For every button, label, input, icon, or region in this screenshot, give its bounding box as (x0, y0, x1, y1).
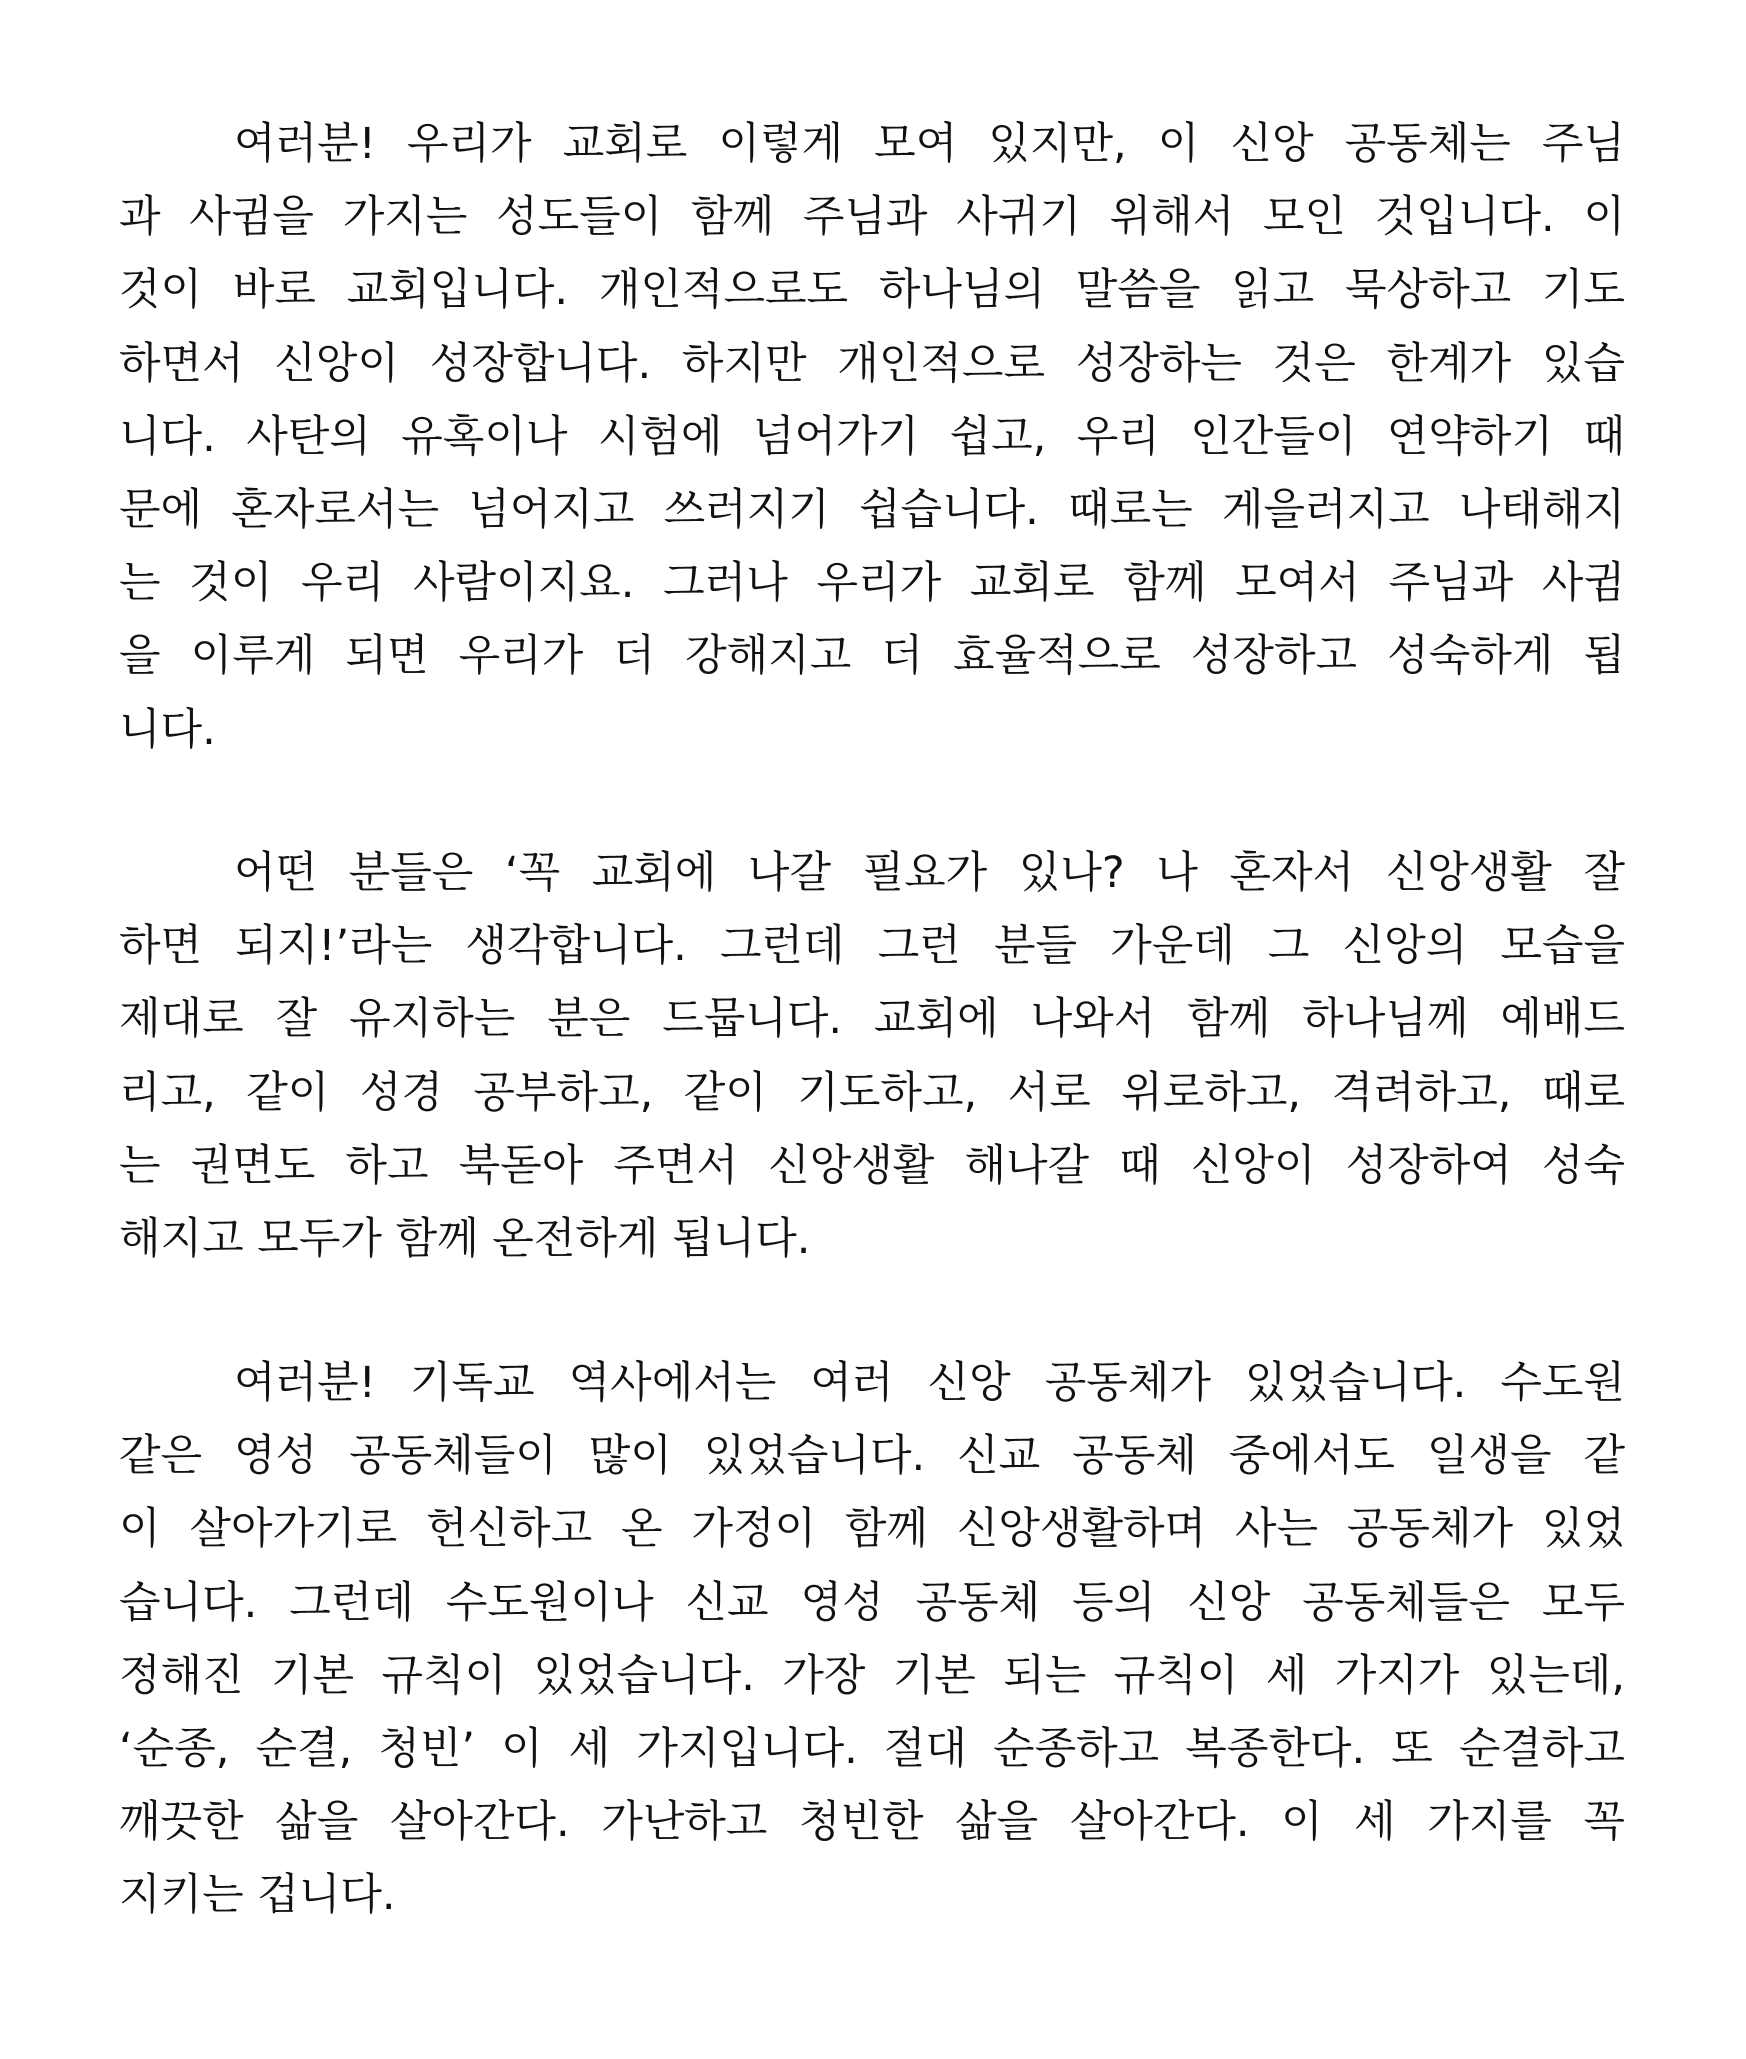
text-line: ‘순종, 순결, 청빈’ 이 세 가지입니다. 절대 순종하고 복종한다. 또 순결하고 (119, 1723, 1625, 1774)
text-line: 같은 영성 공동체들이 많이 있었습니다. 신교 공동체 중에서도 일생을 같 (119, 1431, 1625, 1482)
paragraph (119, 1347, 1625, 1933)
text-line: 정해진 기본 규칙이 있었습니다. 가장 기본 되는 규칙이 세 가지가 있는데, (119, 1650, 1625, 1701)
text-line: 는 것이 우리 사람이지요. 그러나 우리가 교회로 함께 모여서 주님과 사귐 (119, 558, 1625, 609)
text-line: 제대로 잘 유지하는 분은 드뭅니다. 교회에 나와서 함께 하나님께 예배드 (119, 994, 1625, 1045)
text-line: 깨끗한 삶을 살아간다. 가난하고 청빈한 삶을 살아간다. 이 세 가지를 꼭 (119, 1797, 1625, 1848)
text-line: 니다. 사탄의 유혹이나 시험에 넘어가기 쉽고, 우리 인간들이 연약하기 때 (119, 411, 1625, 462)
paragraph (119, 837, 1625, 1276)
paragraph (119, 108, 1625, 767)
text-line: 해지고 모두가 함께 온전하게 됩니다. (119, 1213, 811, 1264)
text-line: 어떤 분들은 ‘꼭 교회에 나갈 필요가 있나? 나 혼자서 신앙생활 잘 (234, 848, 1625, 898)
text-line: 니다. (119, 704, 216, 755)
text-line: 지키는 겁니다. (119, 1870, 396, 1921)
text-line: 습니다. 그런데 수도원이나 신교 영성 공동체 등의 신앙 공동체들은 모두 (119, 1577, 1625, 1628)
text-line: 여러분! 기독교 역사에서는 여러 신앙 공동체가 있었습니다. 수도원 (234, 1358, 1625, 1408)
text-line: 이 살아가기로 헌신하고 온 가정이 함께 신앙생활하며 사는 공동체가 있었 (119, 1504, 1625, 1555)
text-line: 을 이루게 되면 우리가 더 강해지고 더 효율적으로 성장하고 성숙하게 됩 (119, 631, 1625, 682)
text-line: 는 권면도 하고 북돋아 주면서 신앙생활 해나갈 때 신앙이 성장하여 성숙 (119, 1140, 1625, 1191)
text-line: 하면 되지!’라는 생각합니다. 그런데 그런 분들 가운데 그 신앙의 모습을 (119, 921, 1625, 972)
text-line: 과 사귐을 가지는 성도들이 함께 주님과 사귀기 위해서 모인 것입니다. 이 (119, 192, 1625, 243)
text-line: 문에 혼자로서는 넘어지고 쓰러지기 쉽습니다. 때로는 게을러지고 나태해지 (119, 484, 1625, 535)
text-line: 것이 바로 교회입니다. 개인적으로도 하나님의 말씀을 읽고 묵상하고 기도 (119, 265, 1625, 316)
text-line: 하면서 신앙이 성장합니다. 하지만 개인적으로 성장하는 것은 한계가 있습 (119, 338, 1625, 389)
text-line: 여러분! 우리가 교회로 이렇게 모여 있지만, 이 신앙 공동체는 주님 (234, 119, 1625, 169)
text-line: 리고, 같이 성경 공부하고, 같이 기도하고, 서로 위로하고, 격려하고, 때로 (119, 1067, 1625, 1118)
